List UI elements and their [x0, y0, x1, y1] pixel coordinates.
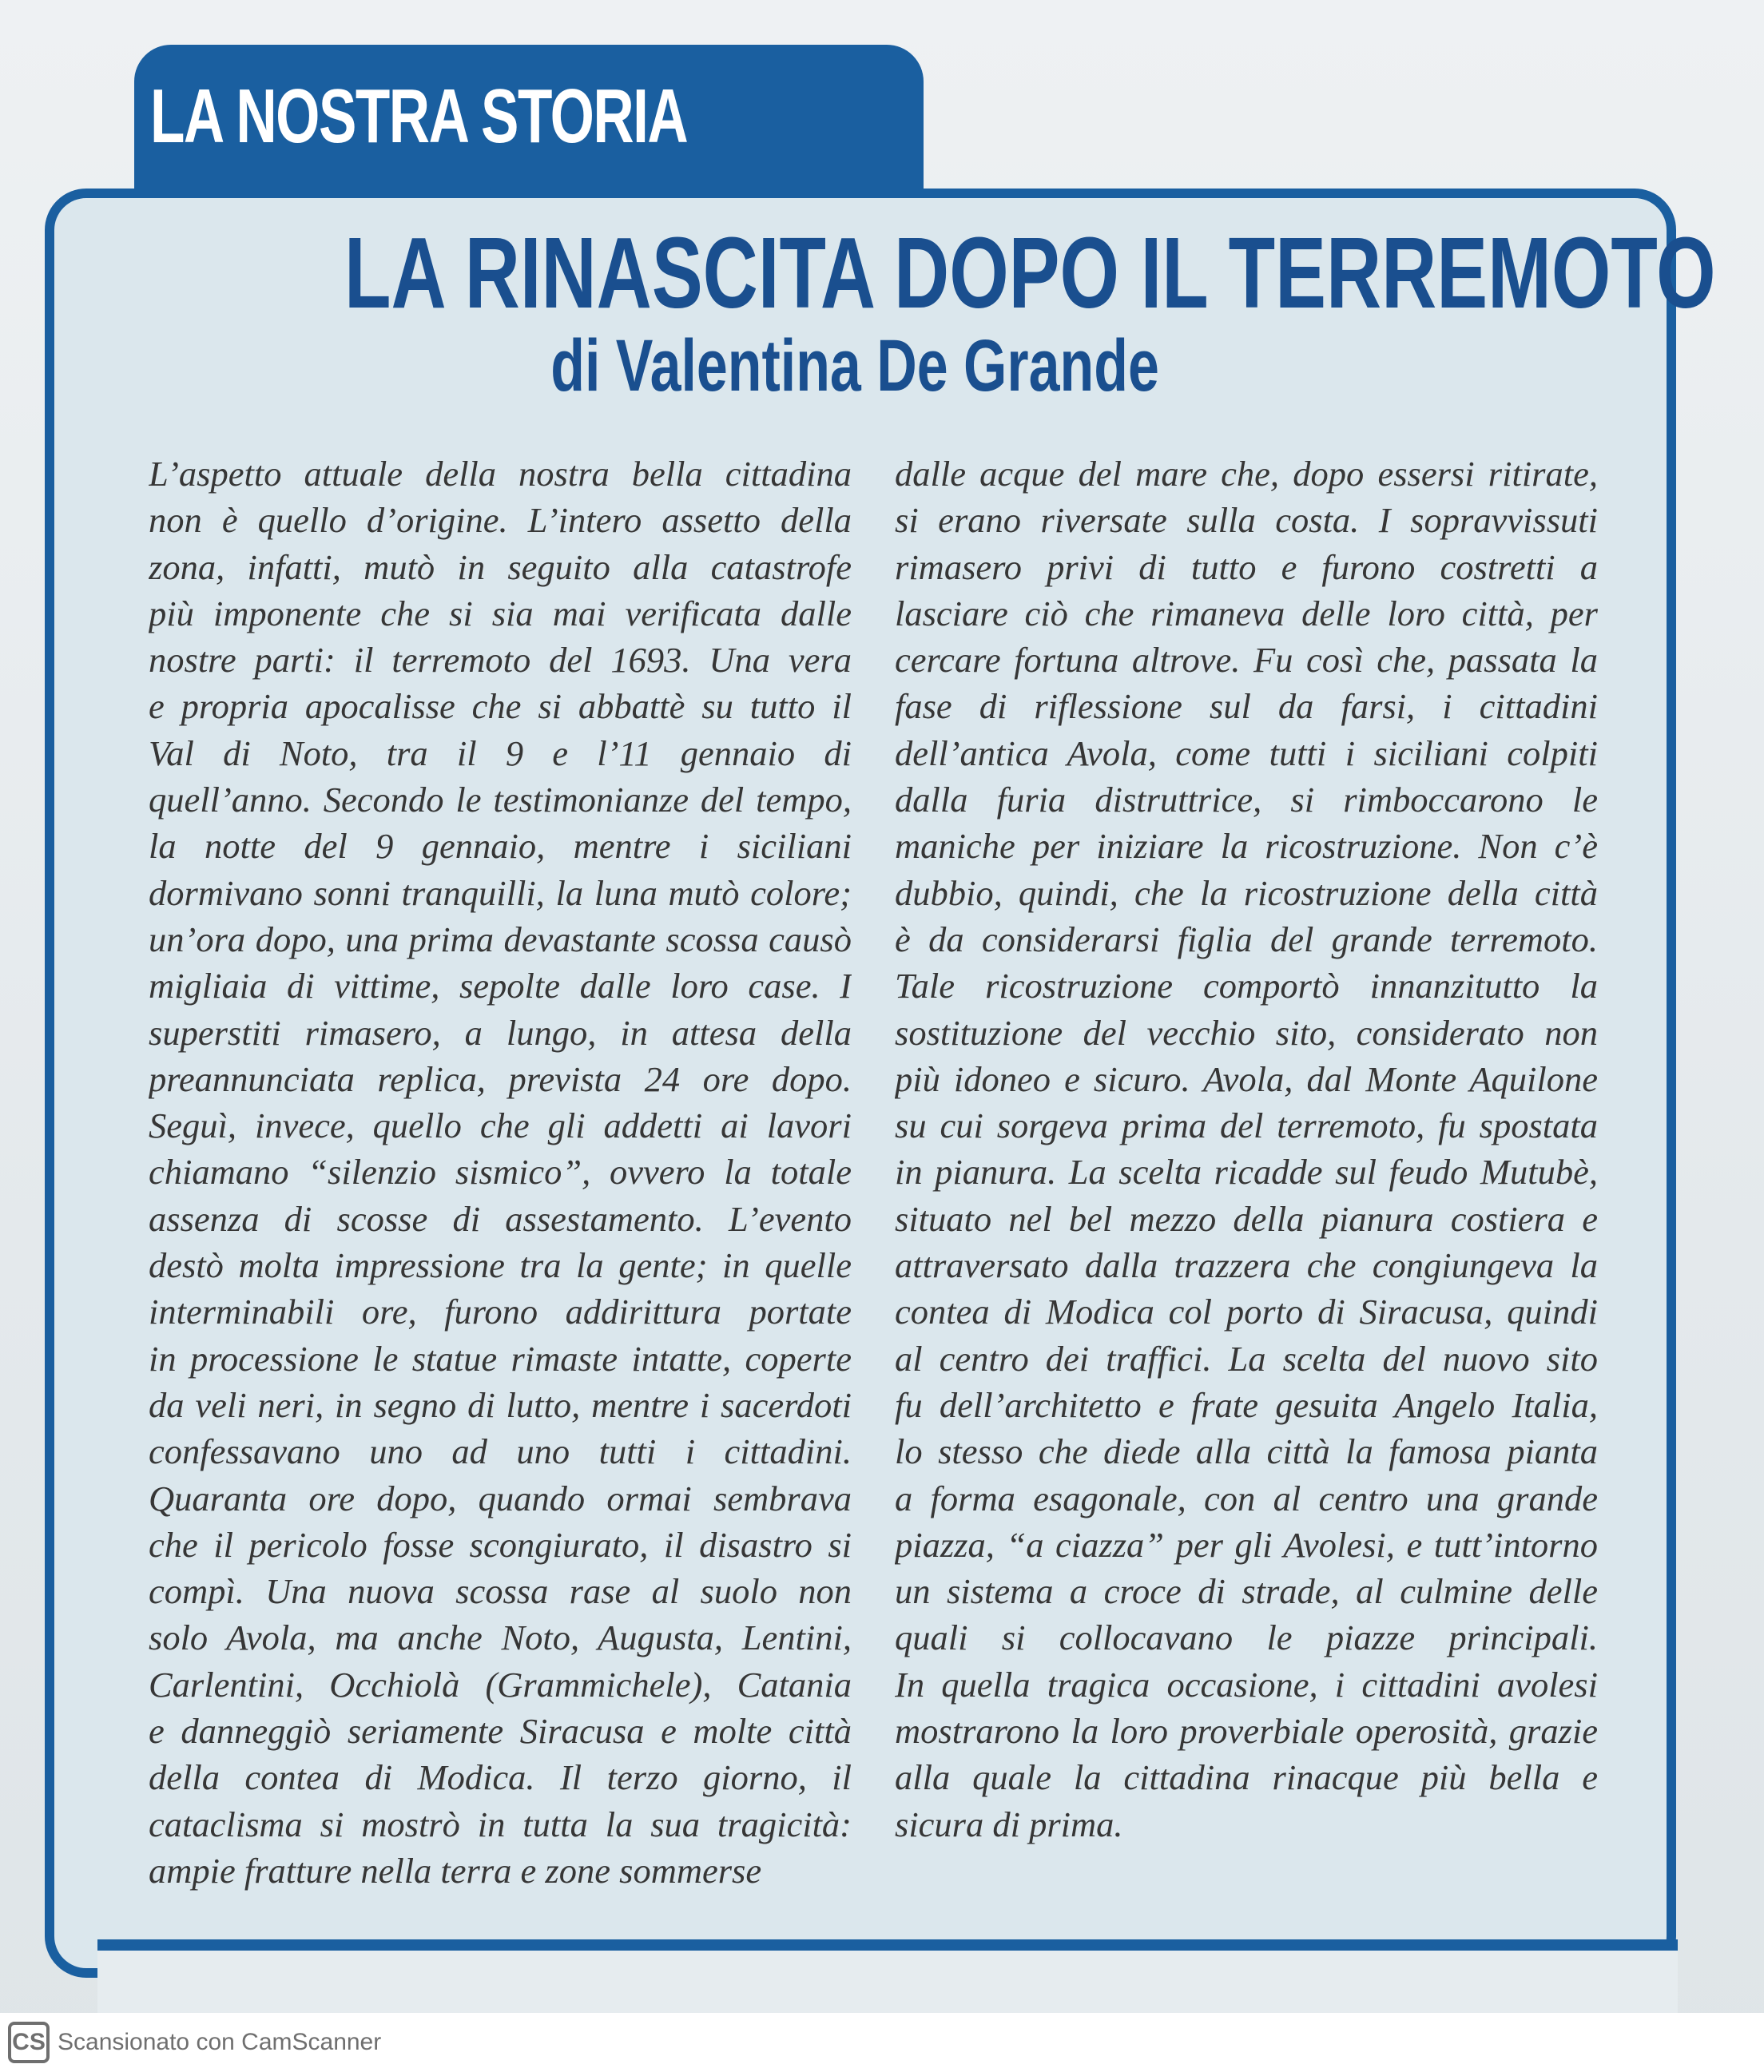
text-line: cercare fortuna altrove. Fu così che, passata la	[895, 640, 1598, 681]
text-line: è da considerarsi figlia del grande terremoto.	[895, 919, 1598, 959]
text-line: della contea di Modica. Il terzo giorno, il	[149, 1757, 852, 1798]
text-line: situato nel bel mezzo della pianura costiera e	[895, 1198, 1598, 1239]
text-line: al centro dei traffici. La scelta del nuovo sito	[895, 1338, 1598, 1379]
text-line: si erano riversate sulla costa. I sopravvissuti	[895, 500, 1598, 541]
text-line: rimasero privi di tutto e furono costretti a	[895, 546, 1598, 587]
text-line: più imponente che si sia mai verificata dalle	[149, 593, 852, 633]
text-line: in processione le statue rimaste intatte, coperte	[149, 1338, 852, 1379]
text-line: un’ora dopo, una prima devastante scossa causò	[149, 919, 852, 959]
text-line: e propria apocalisse che si abbattè su tutto il	[149, 686, 852, 727]
text-line: maniche per iniziare la ricostruzione. Non c’è	[895, 826, 1598, 867]
text-line: dalle acque del mare che, dopo essersi ritirate,	[895, 454, 1598, 494]
text-line: dormivano sonni tranquilli, la luna mutò colore;	[149, 872, 852, 913]
text-line: fase di riflessione sul da farsi, i cittadini	[895, 686, 1598, 727]
text-line: sicura di prima.	[895, 1804, 1123, 1844]
text-line: zona, infatti, mutò in seguito alla catastrofe	[149, 546, 852, 587]
text-line: lasciare ciò che rimaneva delle loro città, per	[895, 593, 1598, 633]
panel-bottom-rule	[97, 1939, 1678, 1951]
article-title: LA RINASCITA DOPO IL TERREMOTO	[344, 216, 1716, 329]
text-line: e danneggiò seriamente Siracusa e molte città	[149, 1711, 852, 1752]
text-line: Val di Noto, tra il 9 e l’11 gennaio di	[149, 732, 852, 773]
text-line: piazza, “a ciazza” per gli Avolesi, e tutt’intorno	[895, 1524, 1598, 1565]
panel-bottom-band	[97, 1951, 1678, 2014]
text-line: sostituzione del vecchio sito, considerato non	[895, 1012, 1598, 1053]
text-line: dalla furia distruttrice, si rimboccarono le	[895, 780, 1598, 820]
text-line: non è quello d’origine. L’intero assetto della	[149, 500, 852, 541]
text-line: compì. Una nuova scossa rase al suolo non	[149, 1571, 852, 1612]
article-column-left	[149, 451, 852, 1894]
article-column-right	[895, 451, 1598, 1848]
text-line: su cui sorgeva prima del terremoto, fu spostata	[895, 1105, 1598, 1146]
text-line: destò molta impressione tra la gente; in quelle	[149, 1245, 852, 1286]
text-line: assenza di scosse di assestamento. L’evento	[149, 1198, 852, 1239]
text-line: superstiti rimasero, a lungo, in attesa della	[149, 1012, 852, 1053]
text-line: quali si collocavano le piazze principali.	[895, 1618, 1598, 1658]
text-line: chiamano “silenzio sismico”, ovvero la totale	[149, 1152, 852, 1193]
text-line: contea di Modica col porto di Siracusa, quindi	[895, 1292, 1598, 1332]
section-label: LA NOSTRA STORIA	[150, 73, 688, 159]
text-line: interminabili ore, furono addirittura portate	[149, 1292, 852, 1332]
text-line: quell’anno. Secondo le testimonianze del tempo,	[149, 780, 852, 820]
scanner-credit-text: Scansionato con CamScanner	[58, 2029, 382, 2055]
text-line: più idoneo e sicuro. Avola, dal Monte Aquilone	[895, 1058, 1598, 1099]
article-byline: di Valentina De Grande	[550, 325, 1159, 407]
text-line: la notte del 9 gennaio, mentre i siciliani	[149, 826, 852, 867]
text-line: lo stesso che diede alla città la famosa pianta	[895, 1431, 1598, 1472]
text-line: da veli neri, in segno di lutto, mentre i sacerdoti	[149, 1384, 852, 1425]
text-line: fu dell’architetto e frate gesuita Angelo Italia,	[895, 1384, 1598, 1425]
text-line: L’aspetto attuale della nostra bella cittadina	[149, 454, 852, 494]
text-line: a forma esagonale, con al centro una grande	[895, 1478, 1598, 1518]
text-line: In quella tragica occasione, i cittadini avolesi	[895, 1664, 1598, 1705]
text-line: cataclisma si mostrò in tutta la sua tragicità:	[149, 1804, 852, 1844]
text-line: confessavano uno ad uno tutti i cittadini.	[149, 1431, 852, 1472]
text-line: nostre parti: il terremoto del 1693. Una vera	[149, 640, 852, 681]
text-line: dell’antica Avola, come tutti i siciliani colpiti	[895, 732, 1598, 773]
text-line: attraversato dalla trazzera che congiungeva la	[895, 1245, 1598, 1286]
text-line: Quaranta ore dopo, quando ormai sembrava	[149, 1478, 852, 1518]
camscanner-logo-icon: CS	[8, 2022, 50, 2063]
text-line: dubbio, quindi, che la ricostruzione della città	[895, 872, 1598, 913]
text-line: in pianura. La scelta ricadde sul feudo Mutubè,	[895, 1152, 1598, 1193]
text-line: Tale ricostruzione comportò innanzitutto la	[895, 966, 1598, 1006]
text-line: migliaia di vittime, sepolte dalle loro case. I	[149, 966, 852, 1006]
text-line: ampie fratture nella terra e zone sommerse	[149, 1850, 762, 1891]
text-line: un sistema a croce di strade, al culmine delle	[895, 1571, 1598, 1612]
text-line: solo Avola, ma anche Noto, Augusta, Lentini,	[149, 1618, 852, 1658]
text-line: preannunciata replica, prevista 24 ore dopo.	[149, 1058, 852, 1099]
text-line: Carlentini, Occhiolà (Grammichele), Catania	[149, 1664, 852, 1705]
text-line: alla quale la cittadina rinacque più bella e	[895, 1757, 1598, 1798]
text-line: che il pericolo fosse scongiurato, il disastro si	[149, 1524, 852, 1565]
text-line: mostrarono la loro proverbiale operosità, grazie	[895, 1711, 1598, 1752]
text-line: Seguì, invece, quello che gli addetti ai lavori	[149, 1105, 852, 1146]
